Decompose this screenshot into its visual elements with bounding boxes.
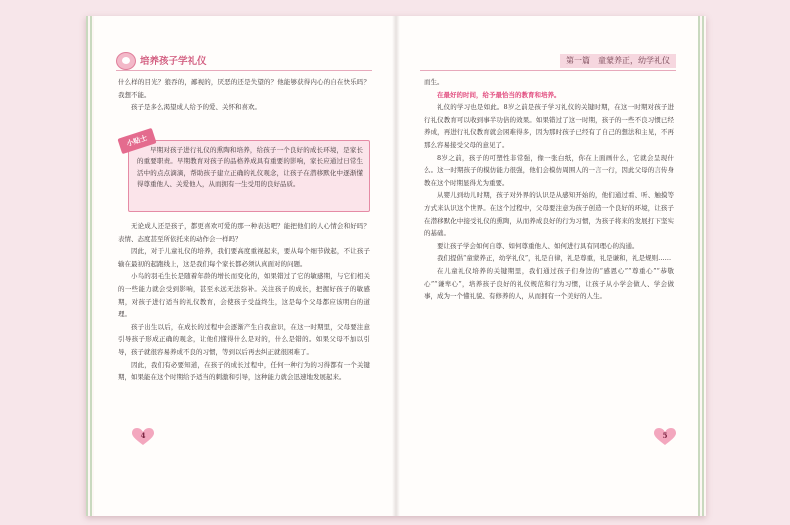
right-paragraph-3: 从婴儿到幼儿时期，孩子对外界的认识是从感知开始的，他们通过看、听、触摸等方式来认识这个世界。在这个过程中，父母要注意为孩子创造一个良好的环境，让孩子在潜移默化中接受礼仪的熏陶，从而养成良好的行为习惯，为孩子将来的发展打下坚实的基础。 [424,191,674,238]
intro-paragraph-2: 孩子是多么渴望成人给予的爱、关怀和喜欢。 [131,103,261,112]
highlight-sentence: 在最好的时间，给予最恰当的教育和培养。 [437,90,561,99]
left-page-number-label: 4 [140,431,146,440]
left-paragraph-5: 因此，我们有必要知道，在孩子的成长过程中，任何一种行为的习得都有一个关键期，如果能在这个时期给予适当的刺激和引导，这种能力就会迅速地发展起来。 [118,360,370,382]
left-page-header [116,56,372,71]
left-header-title: 培养孩子学礼仪 [140,56,207,67]
right-page [400,16,696,516]
left-paragraph-2: 因此，对于儿童礼仪的培养，我们要高度重视起来，要从每个细节做起，不让孩子输在最初的起跑线上，这是我们每个家长都必须认真面对的问题。 [118,247,370,268]
right-line-1: 而生。 [424,78,444,86]
left-paragraph-4: 孩子出生以后，在成长的过程中会逐渐产生自我意识，在这一时期里，父母要注意引导孩子形成正确的观念，让他们懂得什么是对的，什么是错的。如果父母不加以引导，孩子就很容易养成不良的习惯，等到以后再去纠正就很困难了。 [118,322,370,356]
right-paragraph-4: 要让孩子学会如何自尊、如何尊重他人、如何进行具有同理心的沟通。 [437,241,639,250]
tip-box [125,133,370,212]
left-page [96,16,392,516]
left-paragraph-3: 小鸟的羽毛生长是随着年龄的增长而变化的，如果错过了它的敏感期，与它们相关的一些能力就会受到影响，甚至永远无法弥补。关注孩子的成长，把握好孩子的敏感期，对孩子进行适当的礼仪教育，会使孩子受益终生，这是每个父母都应该明白的道理。 [118,272,370,319]
right-page-number [654,428,676,446]
left-body-text [118,220,370,416]
right-page-number-label: 5 [662,431,668,440]
right-paragraph-2: 8岁之前，孩子的可塑性非常强，像一张白纸，你在上面画什么，它就会呈现什么。这一时期孩子的模仿能力很强，他们会模仿周围人的一言一行，因此父母的言传身教在这个时期显得尤为重要。 [424,153,674,187]
chapter-title: 第一篇 童蒙养正，幼学礼仪 [560,54,676,68]
tip-text: 早期对孩子进行礼仪的熏陶和培养，给孩子一个良好的成长环境，是家长的重要职责。早期教育对孩子的品格养成具有重要的影响，家长应通过日常生活中的点点滴滴，帮助孩子建立正确的礼仪观念，让孩子在潜移默化中逐渐懂得尊重他人、关爱他人，从而拥有一生受用的良好品质。 [137,146,363,189]
left-page-number [132,428,154,446]
right-body-text [424,76,674,416]
tip-content [137,145,363,191]
right-paragraph-5: 我们提倡“童蒙养正，幼学礼仪”，礼是自律，礼是尊重，礼是谦和，礼是规则…… [437,254,672,263]
intro-paragraph-1: 什么样的目光？狼吞的，鄙视的，厌恶的还是失望的？他能够获得内心的自在快乐吗？我想不能。 [118,78,370,99]
book-gutter [392,16,400,516]
left-page-edge [86,16,94,516]
left-paragraph-1: 无论成人还是孩子，都更喜欢可爱的那一种表达吧？能把他们的人心情会和好吗？表情、态度甚至所依托来的动作会一样吗？ [118,222,370,243]
book-logo-icon [116,52,136,70]
right-page-header [420,56,676,71]
right-paragraph-1: 礼仪的学习也是如此。8岁之前是孩子学习礼仪的关键时期，在这一时期对孩子进行礼仪教育可以收到事半功倍的效果。如果错过了这一时期，孩子的一些不良习惯已经养成，再进行礼仪教育就会困难得多，因为那时孩子已经有了自己的想法和主见，不再那么容易接受父母的意见了。 [424,103,674,149]
right-page-edge [698,16,706,516]
tip-badge: 小贴士 [117,128,156,154]
right-paragraph-6: 在儿童礼仪培养的关键期里，我们通过孩子们身边的“感恩心”“尊重心”“恭敬心”“谦卑心”，培养孩子良好的礼仪规范和行为习惯，让孩子从小学会做人、学会做事，成为一个懂礼貌、有修养的人，从而拥有一个美好的人生。 [424,266,674,301]
left-intro-text [118,76,370,114]
